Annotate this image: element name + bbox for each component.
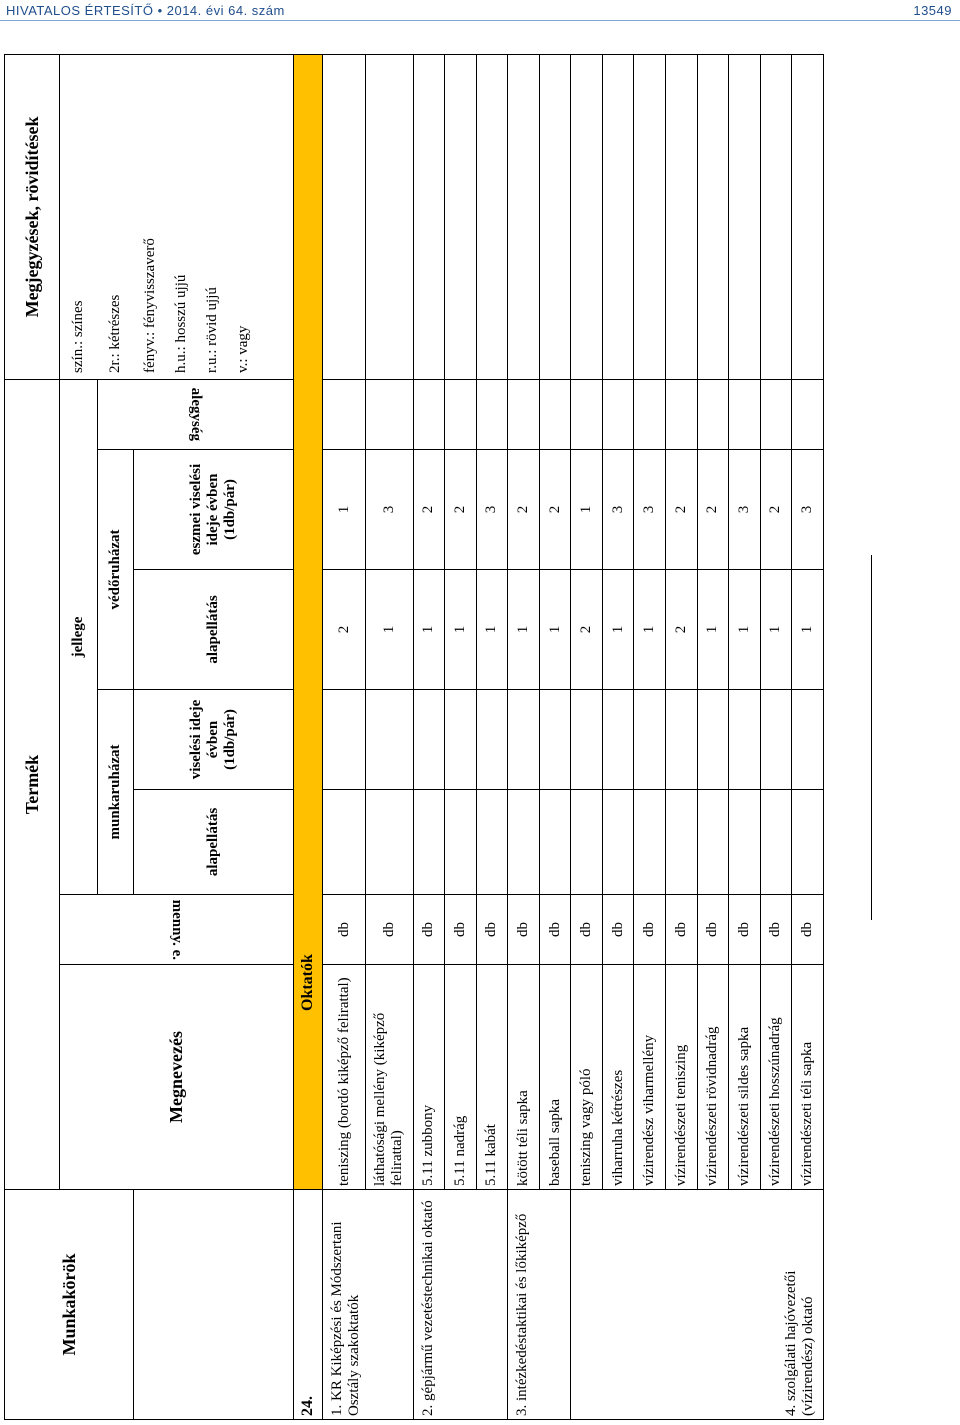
page-header — [0, 0, 960, 24]
rotated-table-wrapper — [4, 55, 824, 1420]
vedo-alapellatas: 1 — [476, 570, 508, 690]
role-cell: 1. KR Kiképzési és Módszertani Osztály szakoktatók — [323, 1190, 413, 1420]
abbr-3: h.u.: hosszú ujjú — [172, 274, 189, 373]
vedo-alapellatas: 1 — [539, 570, 571, 690]
vedo-alapellatas: 2 — [666, 570, 698, 690]
vedo-eszmei: 1 — [323, 450, 366, 570]
col-header-megnevezes: Megnevezés — [60, 965, 294, 1190]
col-header-munka-alapellatas: alapellátás — [134, 790, 294, 895]
unit: db — [539, 895, 571, 965]
col-header-vedo-eszmei: eszmei viselési ideje évben (1db/pár) — [134, 450, 294, 570]
page-number: 13549 — [913, 3, 952, 18]
col-header-vedo-alapellatas: alapellátás — [134, 570, 294, 690]
abbr-0: szín.: színes — [60, 54, 98, 379]
vedo-alapellatas: 1 — [729, 570, 761, 690]
unit: db — [508, 895, 540, 965]
vedo-alapellatas: 1 — [508, 570, 540, 690]
item-name: viharruha kétrészes — [602, 965, 634, 1190]
table-row — [571, 54, 603, 1419]
abbr-rest — [134, 54, 294, 379]
section-number: 24. — [294, 1190, 323, 1420]
vedo-eszmei: 3 — [602, 450, 634, 570]
vedo-alapellatas: 1 — [634, 570, 666, 690]
vedo-eszmei: 3 — [792, 450, 824, 570]
item-name: vízirendész viharmellény — [634, 965, 666, 1190]
vedo-alapellatas: 2 — [323, 570, 366, 690]
unit: db — [571, 895, 603, 965]
item-name: kötött téli sapka — [508, 965, 540, 1190]
table-row — [508, 54, 540, 1419]
vedo-alapellatas: 1 — [445, 570, 477, 690]
unit: db — [602, 895, 634, 965]
journal-title: HIVATALOS ÉRTESÍTŐ • 2014. évi 64. szám — [6, 3, 285, 18]
unit: db — [323, 895, 366, 965]
vedo-eszmei: 2 — [760, 450, 792, 570]
vedo-eszmei: 3 — [476, 450, 508, 570]
role-cell: 3. intézkedéstaktikai és lőkiképző — [508, 1190, 571, 1420]
vedo-eszmei: 2 — [445, 450, 477, 570]
vedo-alapellatas: 2 — [571, 570, 603, 690]
abbr-2: fényv.: fényvisszaverő — [141, 238, 158, 373]
item-name: baseball sapka — [539, 965, 571, 1190]
item-name: láthatósági mellény (kiképző felirattal) — [366, 965, 413, 1190]
unit: db — [729, 895, 761, 965]
role-cell: 2. gépjármű vezetéstechnikai oktató — [413, 1190, 508, 1420]
vedo-eszmei: 3 — [729, 450, 761, 570]
section-title: Oktatók — [294, 54, 323, 1189]
item-name: vízirendészeti sildes sapka — [729, 965, 761, 1190]
vedo-alapellatas: 1 — [602, 570, 634, 690]
item-name: teniszing (bordó kiképző felirattal) — [323, 965, 366, 1190]
item-name: 5.11 kabát — [476, 965, 508, 1190]
unit: db — [413, 895, 445, 965]
col-header-munkakorok: Munkakörök — [5, 1190, 134, 1420]
col-header-megjegyzesek: Megjegyzések, rövidítések — [5, 54, 60, 379]
unit: db — [445, 895, 477, 965]
vedo-alapellatas: 1 — [792, 570, 824, 690]
header-rule — [0, 20, 960, 21]
col-header-vedoruhazat: védőruházat — [98, 450, 134, 690]
vedo-eszmei: 2 — [697, 450, 729, 570]
item-name: 5.11 nadrág — [445, 965, 477, 1190]
abbr-1: 2r.: kétrészes — [98, 54, 134, 379]
abbr-5: v.: vagy — [234, 325, 251, 373]
col-header-munkaruhazat: munkaruházat — [98, 690, 134, 895]
unit: db — [366, 895, 413, 965]
vedo-alapellatas: 1 — [413, 570, 445, 690]
col-header-jellege: jellege — [60, 379, 98, 894]
vedo-eszmei: 3 — [366, 450, 413, 570]
footnote-rule — [871, 555, 872, 920]
col-header-alegyseg: alegység — [98, 379, 294, 449]
unit: db — [697, 895, 729, 965]
item-name: vízirendészeti rövidnadrág — [697, 965, 729, 1190]
item-name: 5.11 zubbony — [413, 965, 445, 1190]
col-header-menny: menny. e. — [60, 895, 294, 965]
vedo-alapellatas: 1 — [366, 570, 413, 690]
vedo-eszmei: 1 — [571, 450, 603, 570]
item-name: vízirendészeti téli sapka — [792, 965, 824, 1190]
vedo-eszmei: 2 — [666, 450, 698, 570]
col-header-munka-viselesi: viselési ideje évben (1db/pár) — [134, 690, 294, 790]
unit: db — [760, 895, 792, 965]
table-row — [413, 54, 445, 1419]
item-name: teniszing vagy póló — [571, 965, 603, 1190]
role-cell: 4. szolgálati hajóvezetői (vízirendész) oktató — [571, 1190, 824, 1420]
item-name: vízirendészeti hosszúnadrág — [760, 965, 792, 1190]
vedo-alapellatas: 1 — [697, 570, 729, 690]
vedo-eszmei: 2 — [413, 450, 445, 570]
vedo-eszmei: 2 — [508, 450, 540, 570]
clothing-allowance-table — [4, 54, 824, 1420]
unit: db — [666, 895, 698, 965]
unit: db — [476, 895, 508, 965]
unit: db — [792, 895, 824, 965]
vedo-eszmei: 3 — [634, 450, 666, 570]
table-row — [323, 54, 366, 1419]
item-name: vízirendészeti teniszing — [666, 965, 698, 1190]
abbr-4: r.u.: rövid ujjú — [203, 287, 220, 373]
unit: db — [634, 895, 666, 965]
col-header-termek: Termék — [5, 379, 60, 1189]
vedo-alapellatas: 1 — [760, 570, 792, 690]
vedo-eszmei: 2 — [539, 450, 571, 570]
